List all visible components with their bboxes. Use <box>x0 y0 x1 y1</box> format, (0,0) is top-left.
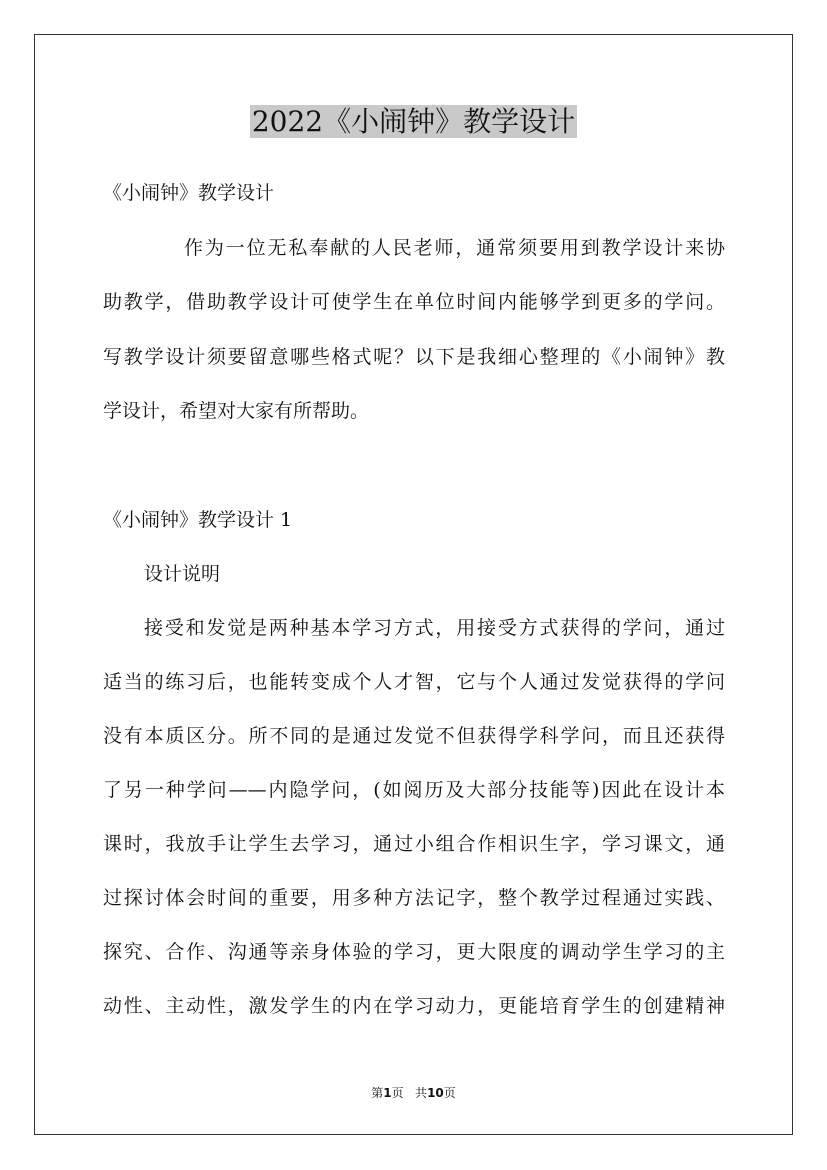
body-line: 过探讨体会时间的重要，用多种方法记字，整个教学过程通过实践、 <box>103 887 725 909</box>
body-line: 接受和发觉是两种基本学习方式，用接受方式获得的学问，通过 <box>144 617 725 639</box>
intro-line: 写教学设计须要留意哪些格式呢？以下是我细心整理的《小闹钟》教 <box>103 346 725 368</box>
body-line: 适当的练习后，也能转变成个人才智，它与个人通过发觉获得的学问 <box>103 671 725 693</box>
section-heading: 《小闹钟》教学设计 1 <box>103 509 293 531</box>
body-line: 动性、主动性，激发学生的内在学习动力，更能培育学生的创建精神 <box>103 995 725 1017</box>
footer-total-prefix: 共 <box>415 1086 428 1100</box>
body-line: 探究、合作、沟通等亲身体验的学习，更大限度的调动学生学习的主 <box>103 941 725 963</box>
footer-page-prefix: 第 <box>371 1086 384 1100</box>
intro-line: 作为一位无私奉献的人民老师，通常须要用到教学设计来协 <box>184 237 725 259</box>
intro-line: 学设计，希望对大家有所帮助。 <box>103 400 370 422</box>
footer-page-number: 1 <box>383 1086 392 1100</box>
body-line: 课时，我放手让学生去学习，通过小组合作相识生字，学习课文，通 <box>103 833 725 855</box>
document-title <box>0 100 827 144</box>
body-line: 没有本质区分。所不同的是通过发觉不但获得学科学问，而且还获得 <box>103 725 725 747</box>
intro-line: 助教学，借助教学设计可使学生在单位时间内能够学到更多的学问。 <box>103 291 725 313</box>
document-title-text: 2022《小闹钟》教学设计 <box>251 105 576 138</box>
design-note-heading: 设计说明 <box>144 563 221 585</box>
body-line: 了另一种学问——内隐学问，(如阅历及大部分技能等)因此在设计本 <box>103 779 725 801</box>
footer-total-suffix: 页 <box>443 1086 456 1100</box>
document-subtitle: 《小闹钟》教学设计 <box>103 182 275 204</box>
page-footer <box>0 1084 827 1101</box>
footer-total-pages: 10 <box>427 1086 444 1100</box>
footer-page-suffix: 页 <box>391 1086 404 1100</box>
